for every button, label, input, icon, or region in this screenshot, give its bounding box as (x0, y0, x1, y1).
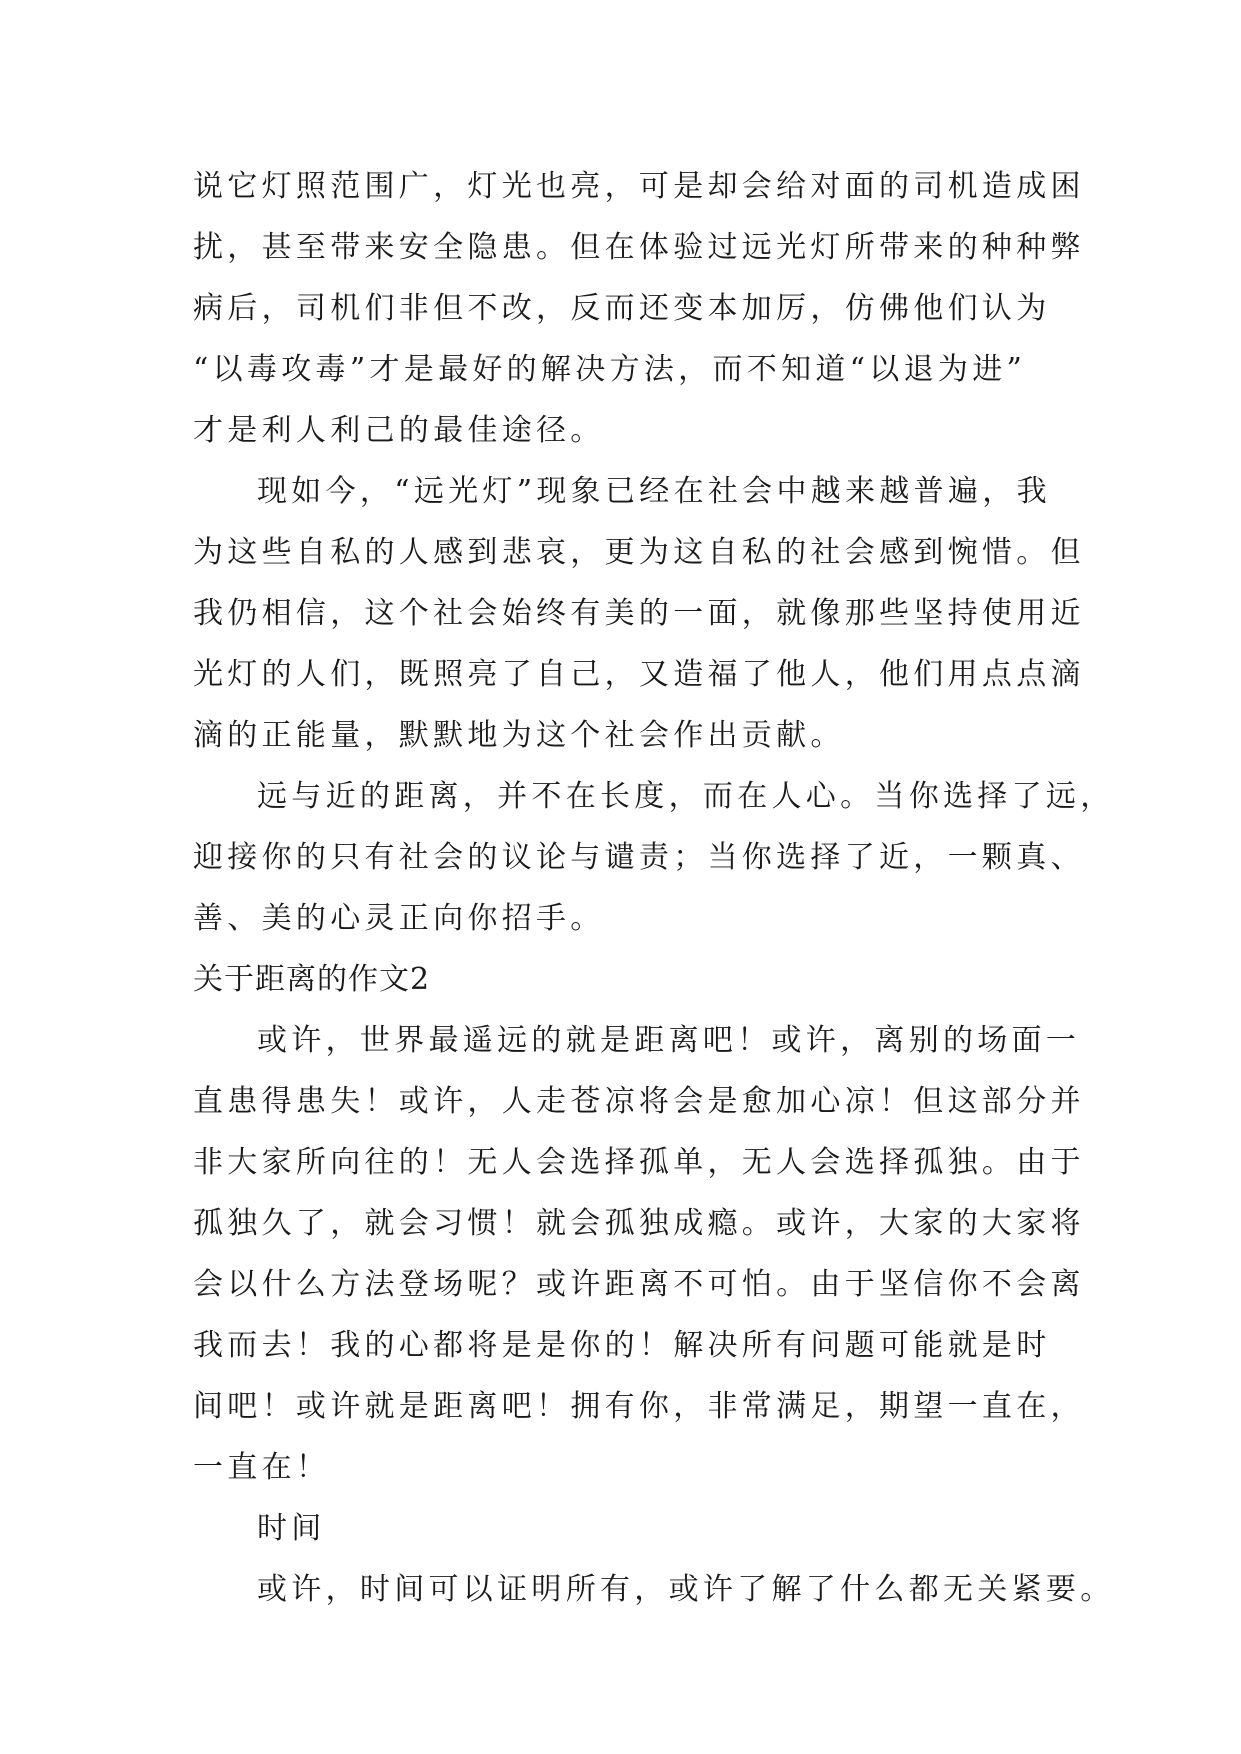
text-line: “以毒攻毒”才是最好的解决方法，而不知道“以退为进” (193, 352, 1027, 387)
text-line: 扰，甚至带来安全隐患。但在体验过远光灯所带来的种种弊 (193, 230, 1085, 265)
text-line: 一直在！ (193, 1450, 331, 1485)
text-line: 才是利人利己的最佳途径。 (193, 413, 605, 448)
document-body (193, 156, 1115, 1620)
text-line: 直患得患失！或许，人走苍凉将会是愈加心凉！但这部分并 (193, 1084, 1085, 1119)
text-line: 迎接你的只有社会的议论与谴责；当你选择了近，一颗真、 (193, 840, 1085, 875)
text-line: 光灯的人们，既照亮了自己，又造福了他人，他们用点点滴 (193, 657, 1085, 692)
text-line: 说它灯照范围广，灯光也亮，可是却会给对面的司机造成困 (193, 169, 1085, 204)
text-line: 孤独久了，就会习惯！就会孤独成瘾。或许，大家的大家将 (193, 1206, 1085, 1241)
text-line: 非大家所向往的！无人会选择孤单，无人会选择孤独。由于 (193, 1145, 1085, 1180)
text-line: 会以什么方法登场呢？或许距离不可怕。由于坚信你不会离 (193, 1267, 1085, 1302)
text-line: 滴的正能量，默默地为这个社会作出贡献。 (193, 718, 845, 753)
text-line: 病后，司机们非但不改，反而还变本加厉，仿佛他们认为 (193, 291, 1051, 326)
text-line: 远与近的距离，并不在长度，而在人心。当你选择了远， (257, 779, 1115, 814)
text-line: 善、美的心灵正向你招手。 (193, 901, 605, 936)
text-line: 为这些自私的人感到悲哀，更为这自私的社会感到惋惜。但 (193, 535, 1085, 570)
text-line: 现如今，“远光灯”现象已经在社会中越来越普遍，我 (257, 474, 1051, 509)
text-line: 间吧！或许就是距离吧！拥有你，非常满足，期望一直在， (193, 1389, 1085, 1424)
text-line: 我而去！我的心都将是是你的！解决所有问题可能就是时 (193, 1328, 1051, 1363)
section-heading: 关于距离的作文2 (193, 962, 431, 997)
text-line: 或许，时间可以证明所有，或许了解了什么都无关紧要。 (257, 1572, 1115, 1607)
text-line: 我仍相信，这个社会始终有美的一面，就像那些坚持使用近 (193, 596, 1085, 631)
text-line: 或许，世界最遥远的就是距离吧！或许，离别的场面一 (257, 1023, 1081, 1058)
text-line: 时间 (257, 1511, 326, 1546)
